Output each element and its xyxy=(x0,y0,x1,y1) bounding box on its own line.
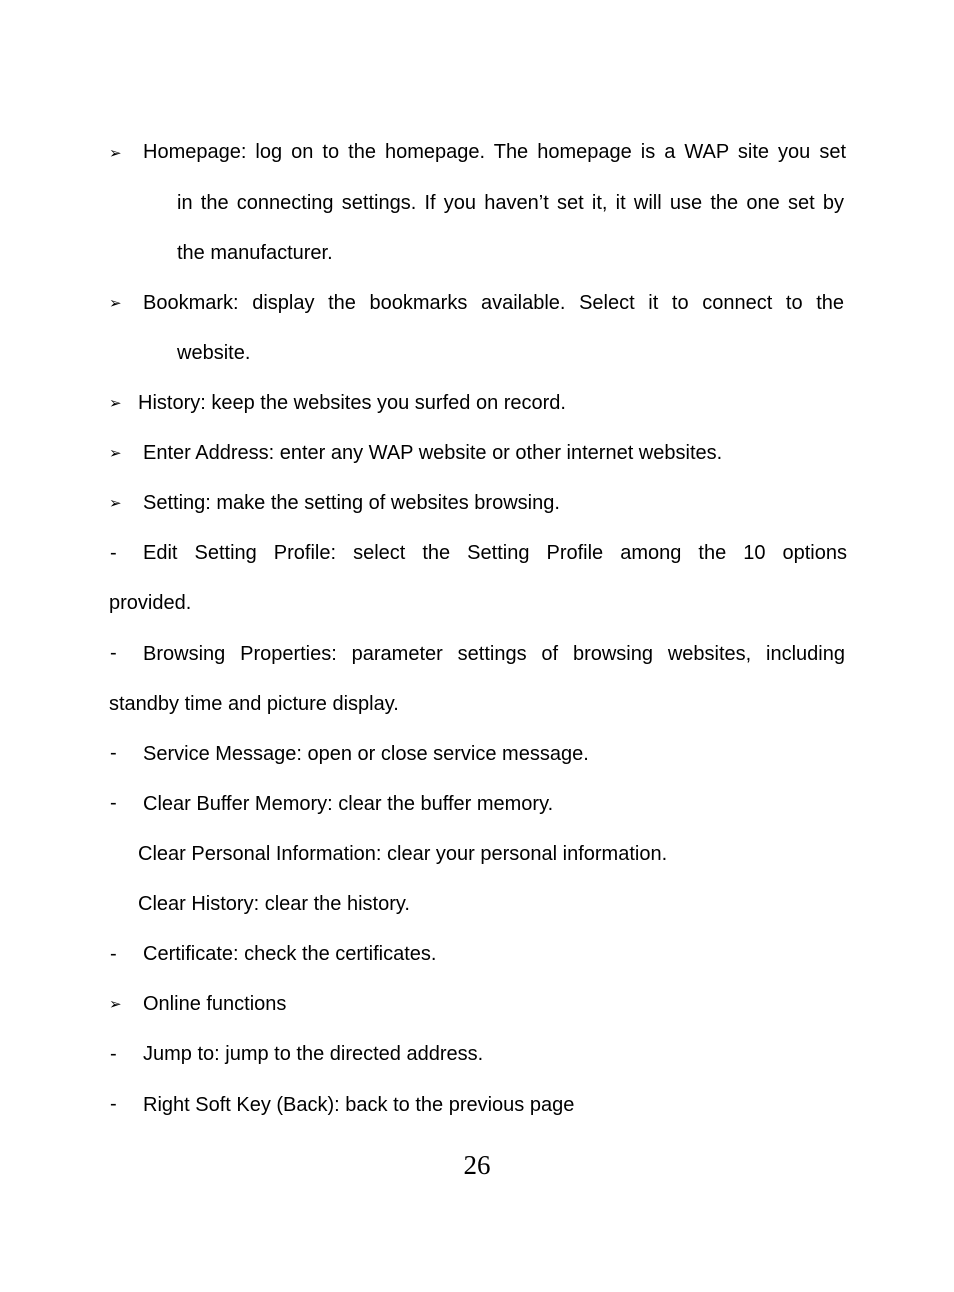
arrow-bullet-icon: ➢ xyxy=(109,144,122,162)
setting-text: Setting: make the setting of websites browsing. xyxy=(143,492,560,514)
dash-bullet: - xyxy=(110,943,117,965)
browsing-properties-text-line-1: Browsing Properties: parameter settings of browsing websites, including xyxy=(143,643,845,665)
clear-buffer-memory-text: Clear Buffer Memory: clear the buffer memory. xyxy=(143,793,554,815)
arrow-bullet-icon: ➢ xyxy=(109,995,122,1013)
dash-bullet: - xyxy=(110,792,117,814)
right-soft-key-text: Right Soft Key (Back): back to the previous page xyxy=(143,1094,575,1116)
page-number: 26 xyxy=(463,1150,491,1180)
dash-bullet: - xyxy=(110,1093,117,1115)
edit-setting-profile-text-line-2: provided. xyxy=(109,592,192,614)
arrow-bullet-icon: ➢ xyxy=(109,394,122,412)
browsing-properties-text-line-2: standby time and picture display. xyxy=(109,693,399,715)
bookmark-text-line-1: Bookmark: display the bookmarks available. Select it to connect to the xyxy=(143,292,844,314)
jump-to-text: Jump to: jump to the directed address. xyxy=(143,1043,484,1065)
enter-address-text: Enter Address: enter any WAP website or other internet websites. xyxy=(143,442,723,464)
clear-personal-information-text: Clear Personal Information: clear your personal information. xyxy=(138,843,668,865)
dash-bullet: - xyxy=(110,642,117,664)
arrow-bullet-icon: ➢ xyxy=(109,494,122,512)
dash-bullet: - xyxy=(110,542,117,564)
homepage-text-line-3: the manufacturer. xyxy=(177,242,333,264)
certificate-text: Certificate: check the certificates. xyxy=(143,943,437,965)
bookmark-text-line-2: website. xyxy=(177,342,251,364)
homepage-text-line-1: Homepage: log on to the homepage. The homepage is a WAP site you set xyxy=(143,141,846,163)
arrow-bullet-icon: ➢ xyxy=(109,294,122,312)
dash-bullet: - xyxy=(110,1043,117,1065)
dash-bullet: - xyxy=(110,742,117,764)
online-functions-heading: Online functions xyxy=(143,993,287,1015)
clear-history-text: Clear History: clear the history. xyxy=(138,893,410,915)
history-text: History: keep the websites you surfed on record. xyxy=(138,392,566,414)
edit-setting-profile-text-line-1: Edit Setting Profile: select the Setting Profile among the 10 options xyxy=(143,542,847,564)
service-message-text: Service Message: open or close service message. xyxy=(143,743,589,765)
homepage-text-line-2: in the connecting settings. If you haven’t set it, it will use the one set by xyxy=(177,192,844,214)
arrow-bullet-icon: ➢ xyxy=(109,444,122,462)
